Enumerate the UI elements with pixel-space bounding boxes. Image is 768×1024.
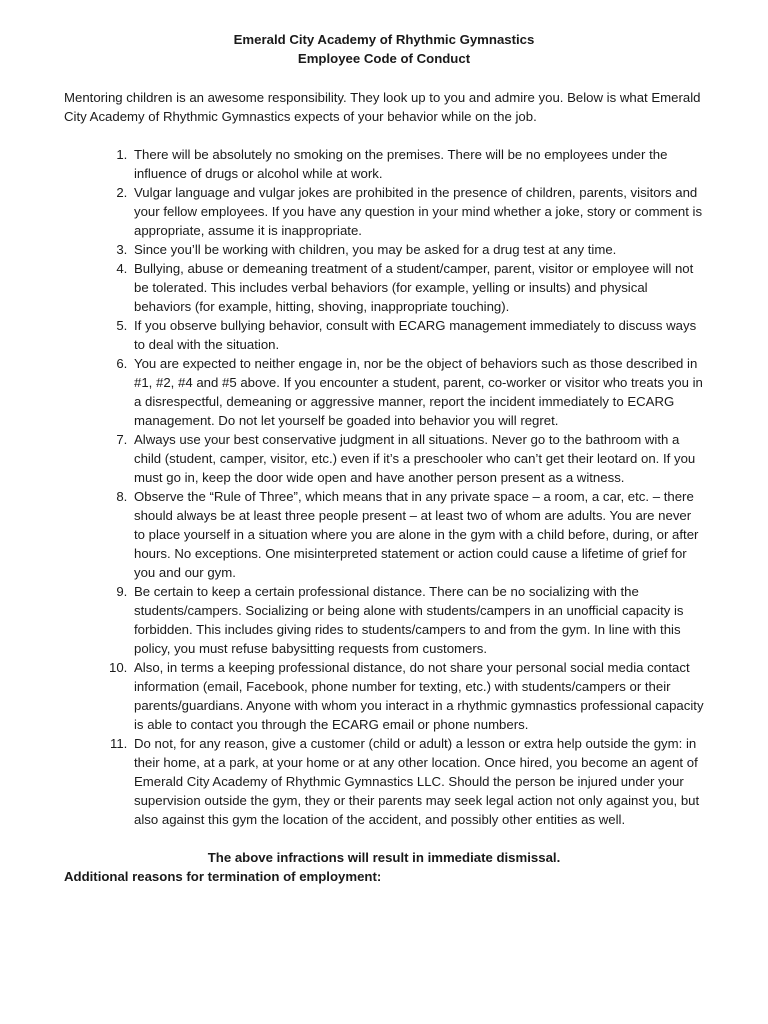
list-item: 7. Always use your best conservative judgment in all situations. Never go to the bathroom with a child (student, camper, visitor, etc.) even if it’s a preschooler who can’t get their leotard on. If you must go in, keep the door wide open and have another person present as a witness. xyxy=(131,430,704,487)
list-item: 8. Observe the “Rule of Three”, which means that in any private space – a room, a car, etc. – there should always be at least three people present – at least two of whom are adults. You are never to place yourself in a situation where you are alone in the gym with a child before, during, or after hours. No exceptions. One misinterpreted statement or action could cause a lifetime of grief for you and our gym. xyxy=(131,487,704,582)
intro-paragraph: Mentoring children is an awesome responsibility. They look up to you and admire you. Below is what Emerald City Academy of Rhythmic Gymnastics expects of your behavior while on the job. xyxy=(64,90,701,124)
list-item: 5. If you observe bullying behavior, consult with ECARG management immediately to discuss ways to deal with the situation. xyxy=(131,316,704,354)
list-item: 11. Do not, for any reason, give a customer (child or adult) a lesson or extra help outside the gym: in their home, at a park, at your home or at any other location. Once hired, you become an agent of Emerald City Academy of Rhythmic Gymnastics LLC. Should the person be injured under your supervision outside the gym, they or their parents may seek legal action not only against you, but also against this gym the location of the accident, and possibly other entities as well. xyxy=(131,734,704,829)
document-subtitle: Employee Code of Conduct xyxy=(297,51,471,66)
rules-list xyxy=(64,145,704,829)
list-item: 2. Vulgar language and vulgar jokes are prohibited in the presence of children, parents, visitors and your fellow employees. If you have any question in your mind whether a joke, story or comment is appropriate, assume it is inappropriate. xyxy=(131,183,704,240)
list-item: 6. You are expected to neither engage in, nor be the object of behaviors such as those described in #1, #2, #4 and #5 above. If you encounter a student, parent, co-worker or visitor who treats you in a disrespectful, demeaning or aggressive manner, report the incident immediately to ECARG management. Do not let yourself be goaded into behavior you will regret. xyxy=(131,354,704,430)
list-item: 10. Also, in terms a keeping professional distance, do not share your personal social media contact information (email, Facebook, phone number for texting, etc.) with students/campers or their parents/guardians. Anyone with whom you interact in a rhythmic gymnastics professional capacity is able to contact you through the ECARG email or phone numbers. xyxy=(131,658,704,734)
list-item: 1. There will be absolutely no smoking on the premises. There will be no employees under the influence of drugs or alcohol while at work. xyxy=(131,145,704,183)
list-item: 3. Since you’ll be working with children, you may be asked for a drug test at any time. xyxy=(131,240,704,259)
document-title: Emerald City Academy of Rhythmic Gymnastics xyxy=(233,32,535,47)
list-item: 9. Be certain to keep a certain professional distance. There can be no socializing with the students/campers. Socializing or being alone with students/campers in an unofficial capacity is forbidden. This includes giving rides to students/campers to and from the gym. In line with this policy, you must refuse babysitting requests from customers. xyxy=(131,582,704,658)
list-item: 4. Bullying, abuse or demeaning treatment of a student/camper, parent, visitor or employee will not be tolerated. This includes verbal behaviors (for example, yelling or insults) and physical behaviors (for example, hitting, shoving, inappropriate touching). xyxy=(131,259,704,316)
dismissal-statement: The above infractions will result in immediate dismissal. xyxy=(207,850,561,865)
additional-reasons-heading: Additional reasons for termination of employment: xyxy=(64,869,382,884)
